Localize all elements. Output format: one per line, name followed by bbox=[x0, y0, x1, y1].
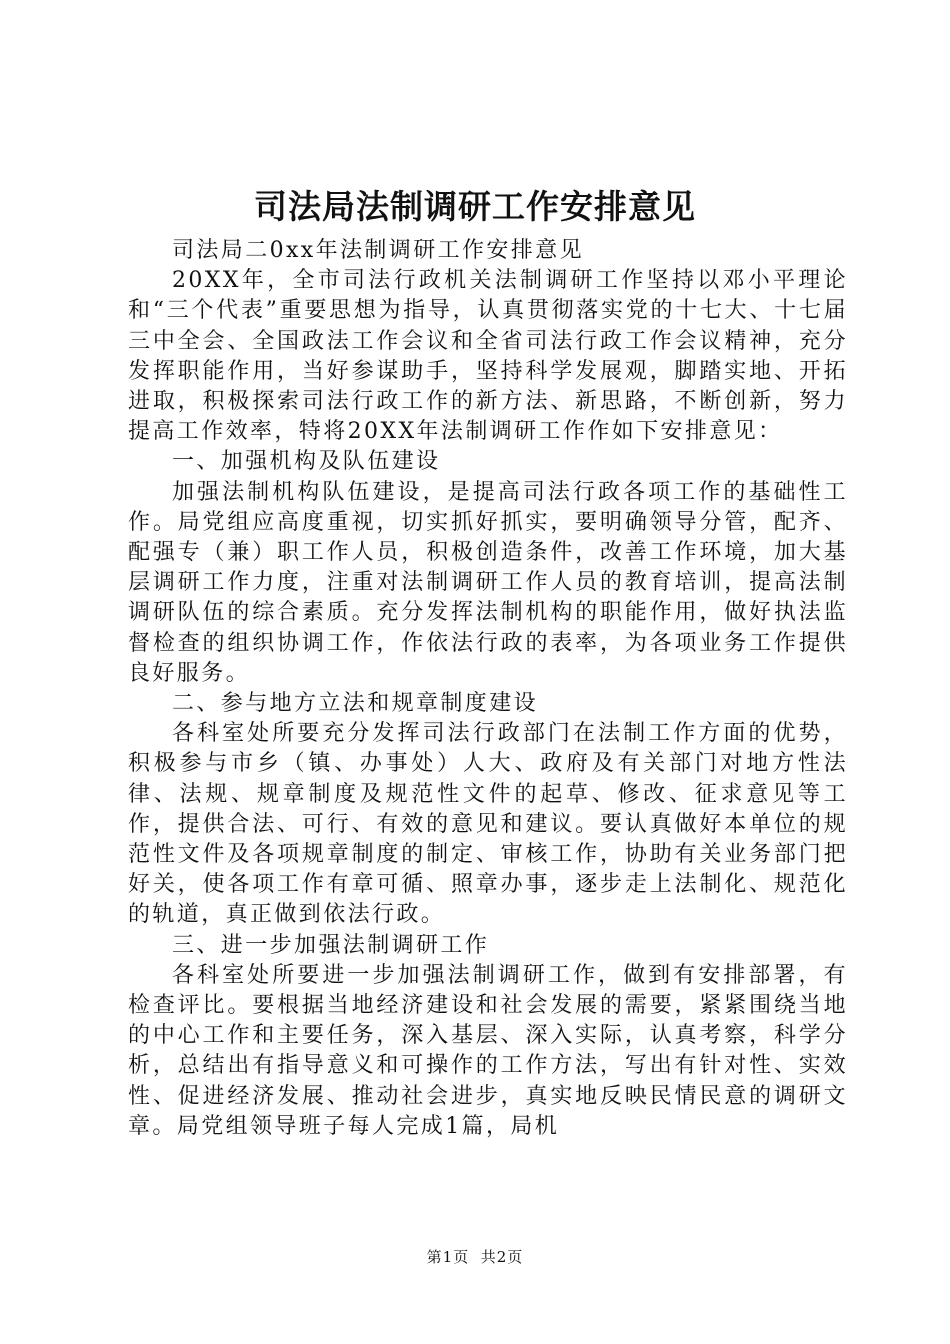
section-paragraph-2: 各科室处所要充分发挥司法行政部门在法制工作方面的优势，积极参与市乡（镇、办事处）人大、政府及有关部门对地方性法律、法规、规章制度及规范性文件的起草、修改、征求意见等工作，提供合法、可行、有效的意见和建议。要认真做好本单位的规范性文件及各项规章制度的制定、审核工作，协助有关业务部门把好关，使各项工作有章可循、照章办事，逐步走上法制化、规范化的轨道，真正做到依法行政。 bbox=[128, 721, 848, 928]
section-paragraph-1: 加强法制机构队伍建设，是提高司法行政各项工作的基础性工作。局党组应高度重视，切实抓好抓实，要明确领导分管，配齐、配强专（兼）职工作人员，积极创造条件，改善工作环境，加大基层调研工作力度，注重对法制调研工作人员的教育培训，提高法制调研队伍的综合素质。充分发挥法制机构的职能作用，做好执法监督检查的组织协调工作，作依法行政的表率，为各项业务工作提供良好服务。 bbox=[128, 479, 848, 686]
section-heading-3: 三、进一步加强法制调研工作 bbox=[172, 932, 490, 958]
document-title: 司法局法制调研工作安排意见 bbox=[254, 187, 696, 226]
section-paragraph-3: 各科室处所要进一步加强法制调研工作，做到有安排部署，有检查评比。要根据当地经济建设和社会发展的需要，紧紧围绕当地的中心工作和主要任务，深入基层、深入实际，认真考察，科学分析，总结出有指导意义和可操作的工作方法，写出有针对性、实效性、促进经济发展、推动社会进步，真实地反映民情民意的调研文章。局党组领导班子每人完成1篇，局机 bbox=[128, 962, 848, 1139]
section-heading-1: 一、加强机构及队伍建设 bbox=[172, 449, 441, 475]
document-body bbox=[128, 236, 848, 1142]
page-number: 第1页 bbox=[426, 1248, 470, 1266]
intro-paragraph: 20XX年，全市司法行政机关法制调研工作坚持以邓小平理论和“三个代表”重要思想为指导，认真贯彻落实党的十七大、十七届三中全会、全国政法工作会议和全省司法行政工作会议精神，充分发挥职能作用，当好参谋助手，坚持科学发展观，脚踏实地、开拓进取，积极探索司法行政工作的新方法、新思路，不断创新，努力提高工作效率，特将20XX年法制调研工作作如下安排意见： bbox=[128, 268, 848, 445]
section-heading-2: 二、参与地方立法和规章制度建设 bbox=[172, 691, 539, 717]
document-subtitle: 司法局二0xx年法制调研工作安排意见 bbox=[172, 238, 585, 263]
page-total: 共2页 bbox=[480, 1248, 524, 1266]
page-footer bbox=[0, 1247, 950, 1267]
